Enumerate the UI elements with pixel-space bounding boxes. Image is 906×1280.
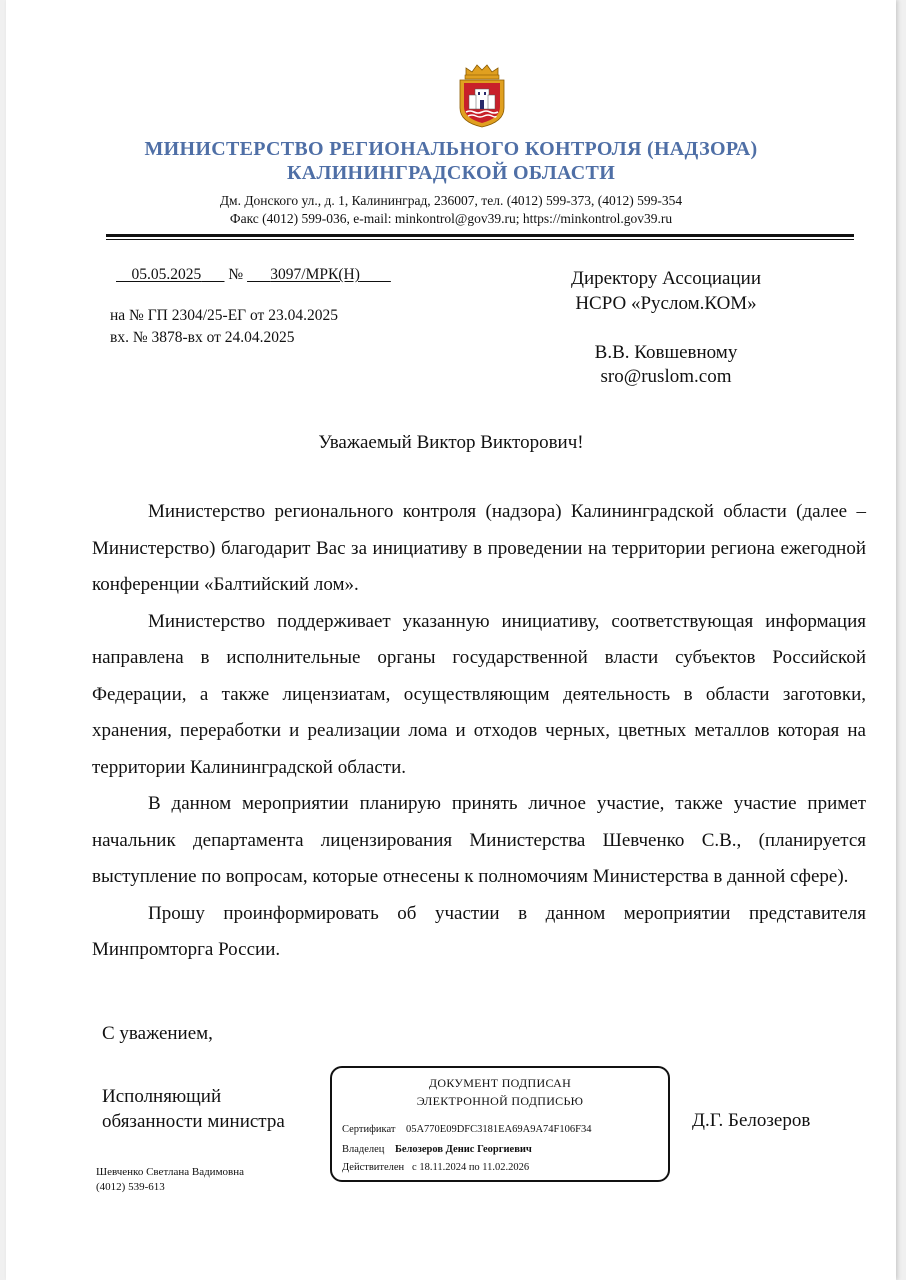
- addressee-line2: НСРО «Руслом.КОМ»: [575, 293, 757, 314]
- address-line1: Дм. Донского ул., д. 1, Калининград, 236007, тел. (4012) 599-373, (4012) 599-354: [219, 193, 683, 208]
- signer-position-line2: обязанности министра: [102, 1111, 285, 1132]
- kaliningrad-coat-of-arms-icon: [456, 62, 508, 128]
- organization-title-line2: КАЛИНИНГРАДСКОЙ ОБЛАСТИ: [286, 162, 616, 184]
- executor-phone: (4012) 539-613: [96, 1181, 165, 1193]
- header-divider-thick: [106, 234, 854, 237]
- letter-page: [6, 0, 896, 1280]
- stamp-owner-row: Владелец Белозеров Денис Георгиевич: [342, 1144, 532, 1155]
- electronic-signature-stamp: [330, 1066, 670, 1182]
- reference-line1: на № ГП 2304/25-ЕГ от 23.04.2025: [110, 307, 338, 324]
- closing: С уважением,: [102, 1023, 213, 1044]
- paragraph-1: Министерство регионального контроля (надзора) Калининградской области (далее – Министерство) благодарит Вас за инициативу в проведении на территории региона ежегодной конференции «Балтийский лом».: [92, 501, 866, 595]
- salutation: Уважаемый Виктор Викторович!: [318, 432, 584, 453]
- stamp-title-line1: ДОКУМЕНТ ПОДПИСАН: [428, 1076, 572, 1090]
- organization-title-line1: МИНИСТЕРСТВО РЕГИОНАЛЬНОГО КОНТРОЛЯ (НАДЗОРА): [144, 138, 758, 160]
- stamp-certificate-row: Сертификат 05A770E09DFC3181EA69A9A74F106F34: [342, 1124, 592, 1135]
- header-divider-thin: [106, 239, 854, 240]
- letter-body: [92, 494, 866, 969]
- stamp-validity-row: Действителен с 18.11.2024 по 11.02.2026: [342, 1162, 530, 1173]
- executor-name: Шевченко Светлана Вадимовна: [96, 1166, 244, 1178]
- registration-number: 3097/МРК(Н): [270, 266, 360, 283]
- number-sign: №: [228, 266, 244, 283]
- reference-line2: вх. № 3878-вх от 24.04.2025: [110, 329, 295, 346]
- signer-name: Д.Г. Белозеров: [692, 1110, 811, 1131]
- addressee-email: sro@ruslom.com: [600, 366, 732, 387]
- registration-line: [116, 266, 391, 284]
- registration-date: 05.05.2025: [131, 266, 202, 283]
- paragraph-4: Прошу проинформировать об участии в данном мероприятии представителя Минпромторга России.: [92, 902, 866, 960]
- address-line2: Факс (4012) 599-036, e-mail: minkontrol@gov39.ru; https://minkontrol.gov39.ru: [229, 211, 673, 226]
- addressee-line1: Директору Ассоциации: [571, 268, 761, 289]
- paragraph-3: В данном мероприятии планирую принять личное участие, также участие примет начальник департамента лицензирования Министерства Шевченко С.В., (планируется выступление по вопросам, которые отнесены к полномочиям Министерства в данной сфере).: [92, 793, 866, 887]
- stamp-title-line2: ЭЛЕКТРОННОЙ ПОДПИСЬЮ: [416, 1094, 584, 1108]
- paragraph-2: Министерство поддерживает указанную инициативу, соответствующая информация направлена в исполнительные органы государственной власти субъектов Российской Федерации, а также лицензиатам, осуществляющим деятельность в области заготовки, хранения, переработки и реализации лома и отходов черных, цветных металлов которая на территории Калининградской области.: [92, 610, 866, 778]
- addressee-name: В.В. Ковшевному: [594, 342, 738, 363]
- signer-position-line1: Исполняющий: [102, 1086, 222, 1107]
